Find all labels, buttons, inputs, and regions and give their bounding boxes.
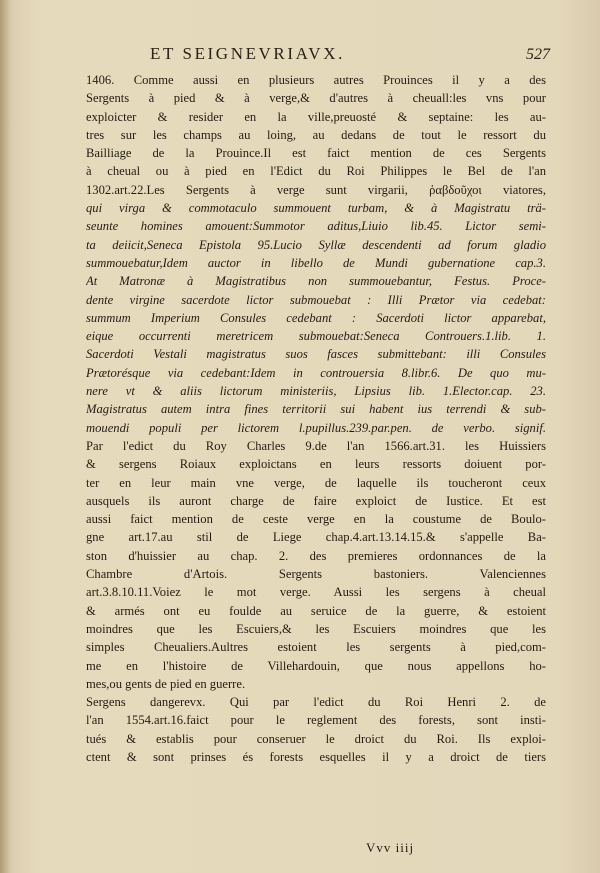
text-line: mouendi populi per lictorem l.pupillus.239.par.pen. de verbo. signif. [86, 420, 546, 435]
text-line: & armés ont eu foulde au seruice de la guerre, & estoient [86, 603, 546, 618]
text-line: summum Imperium Consules cedebant : Sacerdoti lictor apparebat, [86, 310, 546, 325]
text-line: me en l'histoire de Villehardouin, que nous appellons ho- [86, 658, 546, 673]
text-line: Sacerdoti Vestali magistratus suos fasces submittebant: illi Consules [86, 347, 546, 362]
text-line: Bailliage de la Prouince.Il est faict mention de ces Sergents [86, 146, 546, 161]
text-line: 1406. Comme aussi en plusieurs autres Prouinces il y a des [86, 73, 546, 87]
text-line: mes,ou gents de pied en guerre. [86, 676, 246, 691]
text-line: Par l'edict du Roy Charles 9.de l'an 1566.art.31. les Huissiers [86, 438, 546, 453]
text-line: Sergents à pied & à verge,& d'autres à cheuall:les vns pour [86, 91, 546, 106]
text-line: Chambre d'Artois. Sergents bastoniers. Valenciennes [86, 567, 546, 582]
text-line: 1302.art.22.Les Sergents à verge sunt virgarii, ῥαβδοῦχοι viatores, [86, 182, 546, 197]
text-line: art.3.8.10.11.Voiez le mot verge. Aussi les sergens à cheual [86, 585, 546, 600]
text-line: seunte homines amouent:Summotor aditus,Liuio lib.45. Lictor semi- [86, 219, 546, 234]
text-line: ston d'huissier au chap. 2. des premieres ordonnances de la [86, 548, 546, 563]
text-line: summouebatur,Idem auctor in libello de Mundi gubernatione cap.3. [86, 255, 546, 270]
body-text [86, 71, 546, 766]
text-line: ausquels ils auront charge de faire exploict de Iustice. Et est [86, 493, 546, 508]
text-line: eique occurrenti meretricem submouebat:Seneca Controuers.1.lib. 1. [86, 329, 546, 344]
text-line: simples Cheualiers.Aultres estoient les sergents à pied,com- [86, 640, 546, 655]
text-line: Prætorésque via cedebant:Idem in controuersia 8.libr.6. De quo mu- [86, 365, 546, 380]
text-line: At Matronæ à Magistratibus non summouebantur, Festus. Proce- [86, 274, 546, 289]
text-line: gne art.17.au stil de Liege chap.4.art.13.14.15.& s'appelle Ba- [86, 530, 546, 545]
text-line: ta deiicit,Seneca Epistola 95.Lucio Syllæ descendenti ad forum gladio [86, 237, 546, 252]
signature-mark: Vvv iiij [366, 840, 415, 855]
page-number: 527 [526, 46, 550, 63]
text-line: nere vt & aliis lictorum ministeriis, Lipsius lib. 1.Elector.cap. 23. [86, 384, 546, 399]
text-line: tres sur les champs au loing, au dedans de tout le ressort du [86, 127, 546, 142]
text-line: dente virgine sacerdote lictor submouebat : Illi Prætor via cedebat: [86, 292, 546, 307]
text-line: moindres que les Escuiers,& les Escuiers moindres que les [86, 621, 546, 636]
text-line: exploicter & resider en la ville,preuosté & septaine: les au- [86, 109, 546, 124]
text-line: ctent & sont prinses és forests esquelles il y a droict de tiers [86, 749, 546, 764]
page-header [150, 44, 550, 68]
gutter-shadow [0, 0, 10, 873]
text-line: Sergens dangerevx. Qui par l'edict du Roi Henri 2. de [86, 695, 546, 710]
text-line: tués & establis pour conseruer le droict du Roi. Ils exploi- [86, 731, 546, 746]
text-line: aussi faict mention de ceste verge en la coustume de Boulo- [86, 512, 546, 527]
running-head: ET SEIGNEVRIAVX. [150, 44, 345, 63]
text-line: qui virga & commotaculo summouent turbam, & à Magistratu trä- [86, 201, 546, 216]
text-line: à cheual ou à pied en l'Edict du Roi Philippes le Bel de l'an [86, 164, 546, 179]
text-line: Magistratus autem intra fines territorii sui habent ius terrendi & sub- [86, 402, 546, 417]
text-line: & sergens Roiaux exploictans en leurs ressorts doiuent por- [86, 457, 546, 472]
text-line: ter en leur main vne verge, de laquelle ils toucheront ceux [86, 475, 546, 490]
text-line: l'an 1554.art.16.faict pour le reglement des forests, sont insti- [86, 713, 546, 728]
